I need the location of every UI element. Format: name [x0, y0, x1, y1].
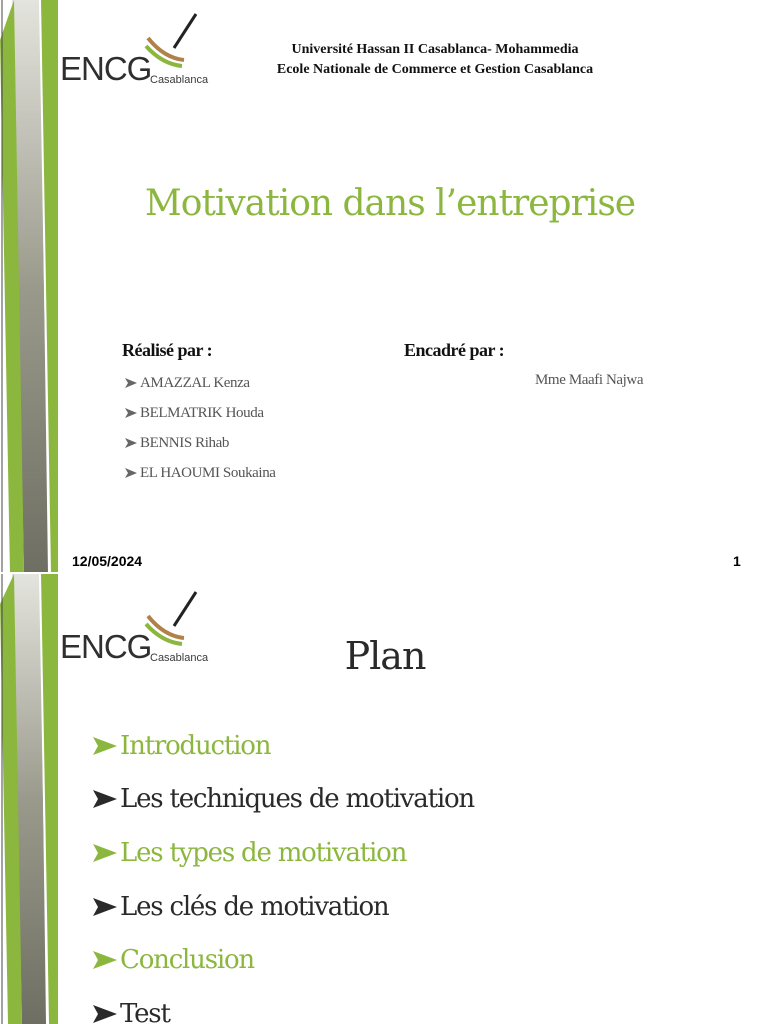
plan-item-label: Conclusion: [120, 945, 254, 976]
arrow-bullet-icon: [92, 895, 118, 919]
list-item: [92, 933, 474, 987]
arrow-bullet-icon: [124, 376, 138, 390]
plan-title: Plan: [344, 634, 426, 678]
plan-item-label: Les types de motivation: [120, 837, 407, 868]
supervisor-name: Mme Maafi Najwa: [535, 372, 644, 388]
arrow-bullet-icon: [92, 734, 118, 758]
list-item: [124, 368, 276, 398]
logo-pen-icon: [144, 590, 204, 650]
arrow-bullet-icon: [124, 406, 138, 420]
logo-text: ENCG: [60, 628, 152, 665]
university-header: [215, 40, 655, 80]
realise-par-label: Réalisé par :: [122, 340, 213, 360]
list-item: [92, 826, 474, 880]
encg-logo: [60, 12, 210, 92]
plan-slide: [0, 574, 768, 1024]
page-number: 1: [733, 553, 741, 569]
side-decoration: [0, 0, 62, 574]
member-name: BELMATRIK Houda: [140, 405, 264, 421]
plan-item-label: Les techniques de motivation: [120, 784, 474, 815]
member-name: EL HAOUMI Soukaina: [140, 465, 276, 481]
list-item: [124, 398, 276, 428]
arrow-bullet-icon: [124, 466, 138, 480]
member-name: AMAZZAL Kenza: [140, 375, 250, 391]
list-item: [92, 719, 474, 773]
list-item: [124, 458, 276, 488]
slide-date: 12/05/2024: [72, 553, 143, 569]
plan-list: [92, 719, 474, 1024]
plan-item-label: Les clés de motivation: [120, 891, 389, 922]
logo-subtext: Casablanca: [150, 74, 209, 86]
members-list: [124, 368, 276, 488]
list-item: [92, 987, 474, 1024]
university-line-1: Université Hassan II Casablanca- Mohammedia: [291, 42, 579, 57]
arrow-bullet-icon: [92, 787, 118, 811]
arrow-bullet-icon: [124, 436, 138, 450]
logo-pen-icon: [144, 12, 204, 72]
arrow-bullet-icon: [92, 841, 118, 865]
side-decoration: [0, 574, 62, 1024]
encadre-par-label: Encadré par :: [404, 340, 505, 360]
arrow-bullet-icon: [92, 1002, 118, 1024]
member-name: BENNIS Rihab: [140, 435, 229, 451]
plan-item-label: Introduction: [120, 730, 271, 761]
university-line-2: Ecole Nationale de Commerce et Gestion Casablanca: [276, 62, 594, 77]
list-item: [92, 773, 474, 827]
list-item: [92, 880, 474, 934]
arrow-bullet-icon: [92, 948, 118, 972]
plan-item-label: Test: [120, 998, 170, 1024]
logo-subtext: Casablanca: [150, 652, 209, 664]
logo-text: ENCG: [60, 50, 152, 87]
presentation-title: Motivation dans l’entreprise: [144, 183, 636, 224]
encg-logo: [60, 590, 210, 670]
list-item: [124, 428, 276, 458]
